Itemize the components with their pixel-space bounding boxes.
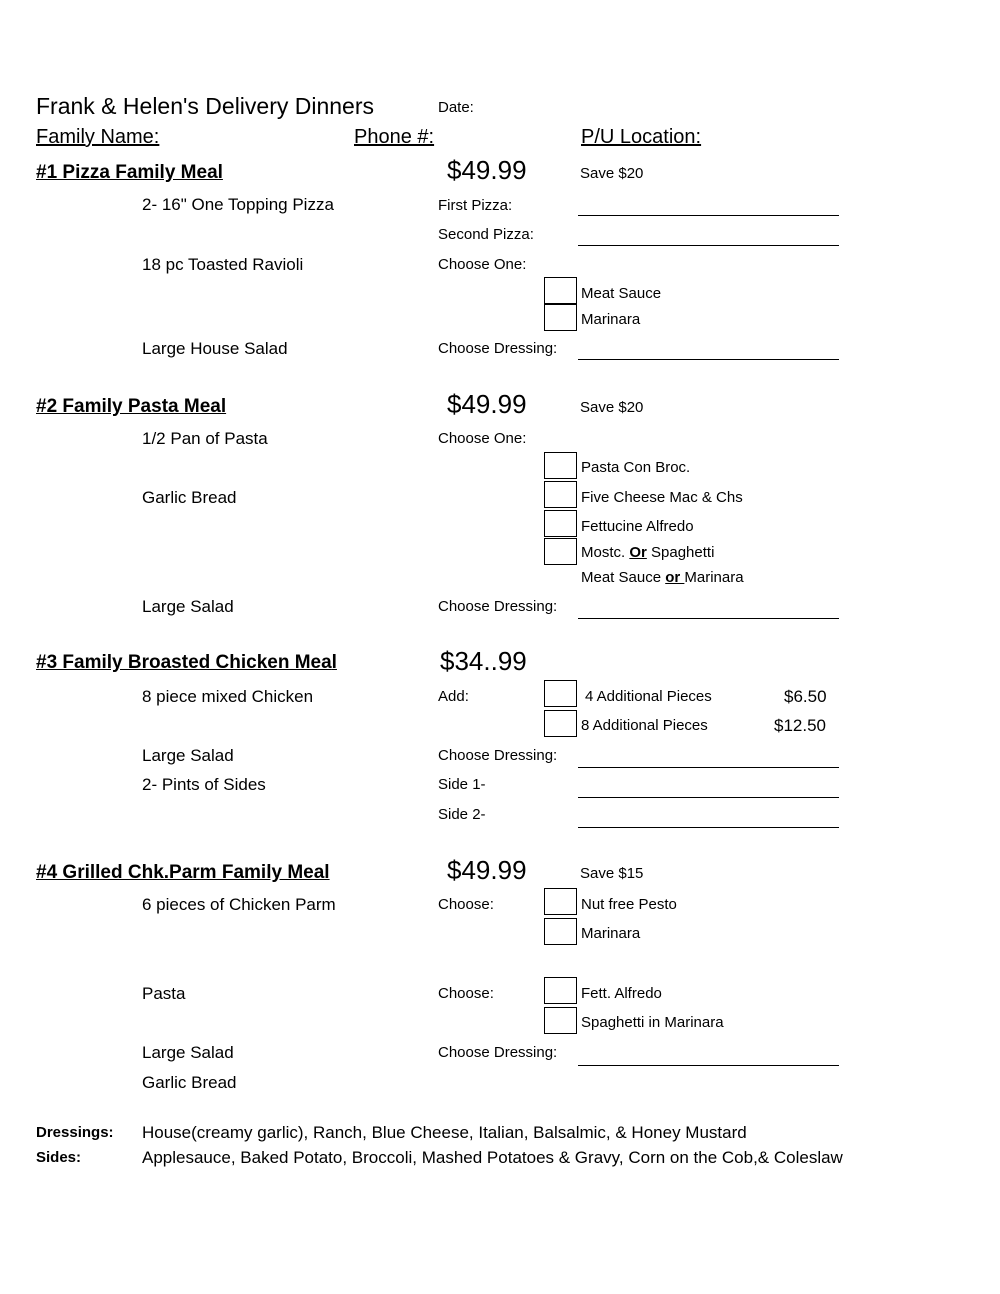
or-text: Or bbox=[629, 544, 647, 561]
spaghetti-marinara-checkbox[interactable] bbox=[544, 1007, 577, 1034]
meal2-title: #2 Family Pasta Meal bbox=[36, 396, 227, 417]
fett-alfredo-option: Fett. Alfredo bbox=[581, 985, 662, 1002]
second-pizza-field[interactable] bbox=[578, 245, 839, 246]
marinara-text: Marinara bbox=[684, 569, 744, 586]
sides-list: Applesauce, Baked Potato, Broccoli, Mashed Potatoes & Gravy, Corn on the Cob,& Coleslaw bbox=[142, 1148, 843, 1167]
side2-label: Side 2- bbox=[438, 806, 486, 823]
nut-free-pesto-option: Nut free Pesto bbox=[581, 896, 677, 913]
five-cheese-mac-option: Five Cheese Mac & Chs bbox=[581, 489, 743, 506]
sauce-or-text: or bbox=[665, 569, 685, 586]
meal3-dressing-label: Choose Dressing: bbox=[438, 747, 558, 764]
side2-field[interactable] bbox=[578, 827, 839, 828]
meal4-pasta-choose-label: Choose: bbox=[438, 985, 494, 1002]
meal4-item-parm: 6 pieces of Chicken Parm bbox=[142, 895, 336, 914]
family-name-label: Family Name: bbox=[36, 126, 160, 148]
meal3-dressing-field[interactable] bbox=[578, 767, 839, 768]
fett-alfredo-checkbox[interactable] bbox=[544, 977, 577, 1004]
marinara-checkbox[interactable] bbox=[544, 304, 577, 331]
meal4-item-salad: Large Salad bbox=[142, 1043, 234, 1062]
meal3-title-end: l bbox=[331, 652, 337, 673]
pasta-con-broc-checkbox[interactable] bbox=[544, 452, 577, 479]
dressings-list: House(creamy garlic), Ranch, Blue Cheese, Italian, Balsalmic, & Honey Mustard bbox=[142, 1123, 747, 1142]
meal1-choose-one-label: Choose One: bbox=[438, 256, 527, 273]
mostc-spaghetti-option bbox=[581, 545, 714, 560]
meal2-item-salad: Large Salad bbox=[142, 597, 234, 616]
pickup-location-label: P/U Location: bbox=[581, 126, 702, 148]
add-4-pieces-checkbox[interactable] bbox=[544, 680, 577, 707]
second-pizza-label: Second Pizza: bbox=[438, 226, 534, 243]
form-title: Frank & Helen's Delivery Dinners bbox=[36, 93, 375, 119]
meal4-item-bread: Garlic Bread bbox=[142, 1073, 237, 1092]
date-label: Date: bbox=[438, 99, 474, 116]
spaghetti-marinara-option: Spaghetti in Marinara bbox=[581, 1014, 724, 1031]
meal1-item-salad: Large House Salad bbox=[142, 339, 288, 358]
meal2-price: $49.99 bbox=[447, 389, 527, 419]
meal1-item-ravioli: 18 pc Toasted Ravioli bbox=[142, 255, 304, 274]
meal1-dressing-label: Choose Dressing: bbox=[438, 340, 558, 357]
phone-label: Phone #: bbox=[354, 126, 435, 148]
meal1-price: $49.99 bbox=[447, 155, 527, 185]
dressings-label: Dressings: bbox=[36, 1124, 114, 1141]
meal2-dressing-field[interactable] bbox=[578, 618, 839, 619]
pasta-con-broc-option: Pasta Con Broc. bbox=[581, 459, 691, 476]
nut-free-pesto-checkbox[interactable] bbox=[544, 888, 577, 915]
fettucine-alfredo-checkbox[interactable] bbox=[544, 510, 577, 537]
meal2-choose-one-label: Choose One: bbox=[438, 430, 527, 447]
meal2-item-pasta: 1/2 Pan of Pasta bbox=[142, 429, 268, 448]
side1-field[interactable] bbox=[578, 797, 839, 798]
meal4-marinara-checkbox[interactable] bbox=[544, 918, 577, 945]
add-8-pieces-price: $12.50 bbox=[774, 716, 826, 735]
add-8-pieces-option: 8 Additional Pieces bbox=[581, 717, 708, 734]
first-pizza-label: First Pizza: bbox=[438, 197, 513, 214]
meal4-dressing-label: Choose Dressing: bbox=[438, 1044, 558, 1061]
add-8-pieces-checkbox[interactable] bbox=[544, 710, 577, 737]
meal3-title-main: #3 Family Broasted Chicken Mea bbox=[36, 652, 332, 673]
meal3-title bbox=[36, 653, 337, 672]
meat-sauce-checkbox[interactable] bbox=[544, 277, 577, 304]
meal1-title: #1 Pizza Family Meal bbox=[36, 162, 223, 183]
meal1-item-pizza: 2- 16" One Topping Pizza bbox=[142, 195, 334, 214]
meal2-savings: Save $20 bbox=[580, 399, 644, 416]
sides-label: Sides: bbox=[36, 1149, 82, 1166]
five-cheese-mac-checkbox[interactable] bbox=[544, 481, 577, 508]
meal2-item-bread: Garlic Bread bbox=[142, 488, 237, 507]
sauce-choice-note bbox=[581, 570, 744, 585]
meal3-item-sides: 2- Pints of Sides bbox=[142, 775, 266, 794]
meal3-item-chicken: 8 piece mixed Chicken bbox=[142, 687, 314, 706]
meat-sauce-option: Meat Sauce bbox=[581, 285, 662, 302]
meal4-marinara-option: Marinara bbox=[581, 925, 641, 942]
add-4-pieces-price: $6.50 bbox=[784, 687, 827, 706]
meal3-price: $34..99 bbox=[440, 646, 527, 676]
fettucine-alfredo-option: Fettucine Alfredo bbox=[581, 518, 694, 535]
add-label: Add: bbox=[438, 688, 469, 705]
add-4-pieces-option: 4 Additional Pieces bbox=[585, 688, 712, 705]
marinara-option: Marinara bbox=[581, 311, 641, 328]
mostc-spaghetti-checkbox[interactable] bbox=[544, 538, 577, 565]
first-pizza-field[interactable] bbox=[578, 215, 839, 216]
mostc-text: Mostc. bbox=[581, 544, 630, 561]
meal4-savings: Save $15 bbox=[580, 865, 644, 882]
meal4-dressing-field[interactable] bbox=[578, 1065, 839, 1066]
meat-sauce-text: Meat Sauce bbox=[581, 569, 666, 586]
meal4-title: #4 Grilled Chk.Parm Family Meal bbox=[36, 862, 330, 883]
meal4-price: $49.99 bbox=[447, 855, 527, 885]
meal4-choose-label: Choose: bbox=[438, 896, 494, 913]
spaghetti-text: Spaghetti bbox=[646, 544, 715, 561]
meal3-item-salad: Large Salad bbox=[142, 746, 234, 765]
side1-label: Side 1- bbox=[438, 776, 486, 793]
meal4-item-pasta: Pasta bbox=[142, 984, 186, 1003]
meal1-savings: Save $20 bbox=[580, 165, 644, 182]
meal1-dressing-field[interactable] bbox=[578, 359, 839, 360]
meal2-dressing-label: Choose Dressing: bbox=[438, 598, 558, 615]
